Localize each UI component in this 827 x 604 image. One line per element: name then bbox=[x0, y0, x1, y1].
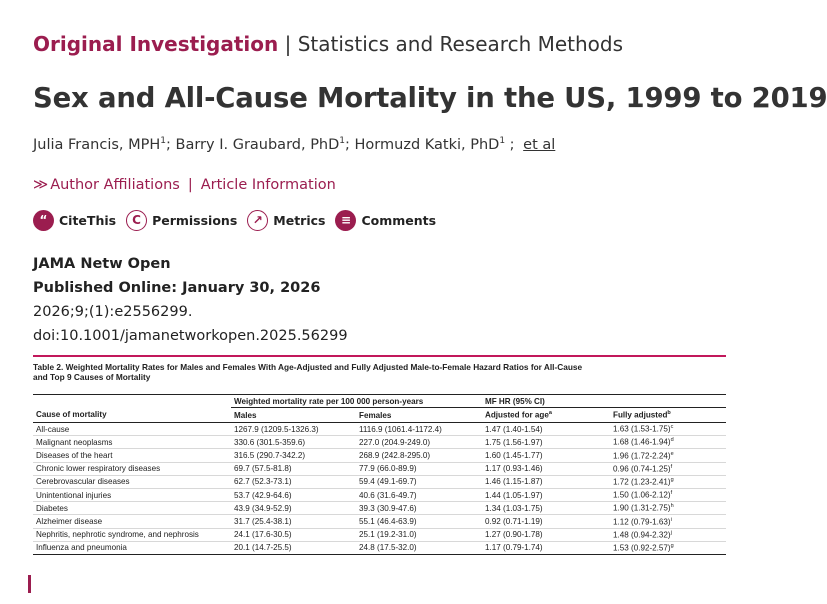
age-adjusted-hr-cell bbox=[482, 541, 610, 554]
author-name[interactable]: Hormuzd Katki, PhD bbox=[354, 136, 500, 153]
age-adjusted-hr-cell bbox=[482, 423, 610, 436]
age-adjusted-hr-cell bbox=[482, 475, 610, 488]
table-row bbox=[33, 423, 726, 436]
fully-adjusted-hr-cell-text: 1.96 (1.72-2.24) bbox=[613, 451, 671, 461]
fully-adjusted-hr-cell bbox=[610, 541, 726, 554]
author-separator: ; bbox=[166, 136, 171, 153]
males-rate-cell-text: 1267.9 (1209.5-1326.3) bbox=[234, 424, 319, 434]
fully-adjusted-hr-cell bbox=[610, 449, 726, 462]
cause-cell-text: Cerebrovascular diseases bbox=[36, 477, 130, 487]
author-list bbox=[33, 136, 555, 153]
females-rate-cell-text: 227.0 (204.9-249.0) bbox=[359, 437, 431, 447]
cause-cell bbox=[33, 449, 231, 462]
fully-adjusted-label: Fully adjusted bbox=[613, 410, 668, 420]
fully-adjusted-hr-cell-text: 1.48 (0.94-2.32) bbox=[613, 530, 671, 540]
article-information-link[interactable]: Article Information bbox=[200, 177, 336, 193]
males-rate-cell bbox=[231, 528, 356, 541]
footnote-marker: h bbox=[670, 503, 674, 510]
cause-cell bbox=[33, 436, 231, 449]
age-adjusted-hr-cell-text: 1.34 (1.03-1.75) bbox=[485, 503, 543, 513]
rate-group-header: Weighted mortality rate per 100 000 person-years bbox=[231, 395, 482, 408]
cause-cell-text: Malignant neoplasms bbox=[36, 437, 113, 447]
females-rate-cell bbox=[356, 462, 482, 475]
males-rate-cell-text: 20.1 (14.7-25.5) bbox=[234, 543, 292, 553]
author-affiliation-sup: 1 bbox=[339, 136, 346, 146]
footnote-marker: d bbox=[670, 437, 674, 444]
table-row bbox=[33, 436, 726, 449]
table-row bbox=[33, 475, 726, 488]
mortality-table bbox=[33, 394, 726, 555]
cause-cell bbox=[33, 423, 231, 436]
quote-icon: “ bbox=[33, 210, 54, 231]
males-rate-cell bbox=[231, 423, 356, 436]
age-adjusted-hr-cell-text: 1.17 (0.79-1.74) bbox=[485, 543, 543, 553]
footnote-marker: f bbox=[670, 463, 673, 470]
fully-adjusted-hr-cell bbox=[610, 475, 726, 488]
article-title: Sex and All-Cause Mortality in the US, 1999 to 2019 bbox=[33, 82, 827, 114]
males-rate-cell bbox=[231, 488, 356, 501]
females-rate-cell bbox=[356, 423, 482, 436]
females-rate-cell bbox=[356, 488, 482, 501]
age-adjusted-hr-cell-text: 0.92 (0.71-1.19) bbox=[485, 516, 543, 526]
cause-cell bbox=[33, 488, 231, 501]
age-adjusted-hr-cell bbox=[482, 436, 610, 449]
fully-adjusted-hr-cell bbox=[610, 423, 726, 436]
section-separator: | bbox=[284, 32, 292, 56]
author-separator: ; bbox=[345, 136, 350, 153]
males-rate-cell-text: 69.7 (57.5-81.8) bbox=[234, 464, 292, 474]
doi-line[interactable]: doi:10.1001/jamanetworkopen.2025.56299 bbox=[33, 328, 348, 344]
column-header-females: Females bbox=[356, 408, 482, 423]
column-header-fully-adjusted bbox=[610, 408, 726, 423]
females-rate-cell bbox=[356, 515, 482, 528]
author-affiliation-sup: 1 bbox=[160, 136, 167, 146]
females-rate-cell-text: 268.9 (242.8-295.0) bbox=[359, 450, 431, 460]
footnote-marker: e bbox=[670, 450, 674, 457]
females-rate-cell bbox=[356, 449, 482, 462]
fully-adjusted-hr-cell-text: 1.53 (0.92-2.57) bbox=[613, 543, 671, 553]
males-rate-cell-text: 43.9 (34.9-52.9) bbox=[234, 503, 292, 513]
footnote-marker: a bbox=[548, 410, 552, 417]
fully-adjusted-hr-cell bbox=[610, 488, 726, 501]
males-rate-cell-text: 316.5 (290.7-342.2) bbox=[234, 450, 306, 460]
females-rate-cell-text: 1116.9 (1061.4-1172.4) bbox=[359, 424, 442, 434]
age-adjusted-hr-cell bbox=[482, 502, 610, 515]
females-rate-cell-text: 25.1 (19.2-31.0) bbox=[359, 530, 417, 540]
table-caption: Table 2. Weighted Mortality Rates for Males and Females With Age-Adjusted and Fully Adjusted Male-to-Female Hazard Ratios for All-Cause and Top 9 Causes of Mortality bbox=[33, 362, 583, 382]
cite-this-label: CiteThis bbox=[59, 212, 117, 228]
footnote-marker: b bbox=[667, 410, 671, 417]
age-adjusted-hr-cell bbox=[482, 515, 610, 528]
age-adjusted-hr-cell-text: 1.46 (1.15-1.87) bbox=[485, 477, 543, 487]
article-section-link[interactable]: Statistics and Research Methods bbox=[297, 32, 624, 56]
males-rate-cell-text: 31.7 (25.4-38.1) bbox=[234, 516, 292, 526]
age-adjusted-hr-cell-text: 1.60 (1.45-1.77) bbox=[485, 450, 543, 460]
article-links bbox=[33, 177, 336, 193]
footnote-marker: j bbox=[670, 529, 672, 536]
column-header-age-adjusted bbox=[482, 408, 610, 423]
age-adjusted-hr-cell-text: 1.47 (1.40-1.54) bbox=[485, 424, 543, 434]
footnote-marker: i bbox=[670, 516, 672, 523]
journal-name: JAMA Netw Open bbox=[33, 256, 171, 272]
age-adjusted-hr-cell-text: 1.44 (1.05-1.97) bbox=[485, 490, 543, 500]
fully-adjusted-hr-cell-text: 1.90 (1.31-2.75) bbox=[613, 504, 671, 514]
females-rate-cell-text: 55.1 (46.4-63.9) bbox=[359, 516, 417, 526]
column-header-cause: Cause of mortality bbox=[33, 408, 231, 423]
link-divider: | bbox=[187, 177, 193, 193]
fully-adjusted-hr-cell-text: 1.63 (1.53-1.75) bbox=[613, 424, 671, 434]
females-rate-cell bbox=[356, 541, 482, 554]
males-rate-cell bbox=[231, 475, 356, 488]
copyright-icon: C bbox=[126, 210, 147, 231]
citation-line: 2026;9;(1):e2556299. bbox=[33, 304, 193, 320]
table-row bbox=[33, 541, 726, 554]
cause-cell-text: Influenza and pneumonia bbox=[36, 543, 127, 553]
males-rate-cell bbox=[231, 541, 356, 554]
author-affiliations-link[interactable]: Author Affiliations bbox=[50, 177, 180, 193]
fully-adjusted-hr-cell-text: 0.96 (0.74-1.25) bbox=[613, 464, 671, 474]
cause-cell-text: Alzheimer disease bbox=[36, 516, 103, 526]
females-rate-cell bbox=[356, 475, 482, 488]
cite-this-button[interactable] bbox=[33, 210, 116, 231]
comments-button[interactable] bbox=[335, 210, 436, 231]
chevron-right-icon: ≫ bbox=[33, 177, 49, 193]
column-header-males: Males bbox=[231, 408, 356, 423]
males-rate-cell-text: 53.7 (42.9-64.6) bbox=[234, 490, 292, 500]
age-adjusted-hr-cell bbox=[482, 449, 610, 462]
comment-icon: ≡ bbox=[335, 210, 356, 231]
females-rate-cell bbox=[356, 436, 482, 449]
age-adjusted-hr-cell bbox=[482, 462, 610, 475]
age-adjusted-hr-cell-text: 1.17 (0.93-1.46) bbox=[485, 464, 543, 474]
table-row bbox=[33, 528, 726, 541]
fully-adjusted-hr-cell-text: 1.12 (0.79-1.63) bbox=[613, 517, 671, 527]
age-adjusted-label: Adjusted for age bbox=[485, 410, 549, 420]
comments-label: Comments bbox=[361, 212, 437, 228]
cause-cell-text: Diseases of the heart bbox=[36, 450, 113, 460]
fully-adjusted-hr-cell-text: 1.50 (1.06-2.12) bbox=[613, 490, 671, 500]
females-rate-cell-text: 40.6 (31.6-49.7) bbox=[359, 490, 417, 500]
table-row bbox=[33, 488, 726, 501]
author-name[interactable]: Julia Francis, MPH bbox=[33, 136, 161, 153]
fully-adjusted-hr-cell bbox=[610, 502, 726, 515]
cause-cell-text: Nephritis, nephrotic syndrome, and nephrosis bbox=[36, 530, 199, 540]
females-rate-cell-text: 24.8 (17.5-32.0) bbox=[359, 543, 417, 553]
permissions-label: Permissions bbox=[152, 212, 238, 228]
males-rate-cell bbox=[231, 436, 356, 449]
age-adjusted-hr-cell bbox=[482, 488, 610, 501]
age-adjusted-hr-cell bbox=[482, 528, 610, 541]
cause-cell bbox=[33, 502, 231, 515]
table-row bbox=[33, 502, 726, 515]
metrics-label: Metrics bbox=[273, 212, 326, 228]
hr-group-header: MF HR (95% CI) bbox=[482, 395, 726, 408]
publication-date: Published Online: January 30, 2026 bbox=[33, 280, 321, 296]
females-rate-cell bbox=[356, 528, 482, 541]
males-rate-cell-text: 24.1 (17.6-30.5) bbox=[234, 530, 292, 540]
cause-cell bbox=[33, 541, 231, 554]
females-rate-cell bbox=[356, 502, 482, 515]
fully-adjusted-hr-cell-text: 1.72 (1.23-2.41) bbox=[613, 477, 671, 487]
cause-cell bbox=[33, 528, 231, 541]
age-adjusted-hr-cell-text: 1.75 (1.56-1.97) bbox=[485, 437, 543, 447]
author-name[interactable]: Barry I. Graubard, PhD bbox=[175, 136, 340, 153]
fully-adjusted-hr-cell bbox=[610, 462, 726, 475]
et-al-link[interactable]: et al bbox=[523, 136, 556, 153]
table-row bbox=[33, 462, 726, 475]
males-rate-cell-text: 330.6 (301.5-359.6) bbox=[234, 437, 306, 447]
footnote-marker: c bbox=[670, 424, 674, 431]
footnote-marker: g bbox=[670, 542, 674, 549]
table-row bbox=[33, 515, 726, 528]
article-actions bbox=[33, 207, 446, 233]
males-rate-cell bbox=[231, 462, 356, 475]
females-rate-cell-text: 77.9 (66.0-89.9) bbox=[359, 464, 417, 474]
females-rate-cell-text: 39.3 (30.9-47.6) bbox=[359, 503, 417, 513]
cause-cell-text: Diabetes bbox=[36, 503, 68, 513]
cause-cell-text: All-cause bbox=[36, 424, 70, 434]
fully-adjusted-hr-cell bbox=[610, 528, 726, 541]
cause-cell-text: Chronic lower respiratory diseases bbox=[36, 464, 161, 474]
males-rate-cell-text: 62.7 (52.3-73.1) bbox=[234, 477, 292, 487]
permissions-button[interactable] bbox=[126, 210, 237, 231]
males-rate-cell bbox=[231, 502, 356, 515]
cause-cell bbox=[33, 462, 231, 475]
table-row bbox=[33, 449, 726, 462]
table-corner-cell bbox=[33, 395, 231, 408]
author-affiliation-sup: 1 bbox=[499, 136, 506, 146]
table-top-rule bbox=[33, 355, 726, 357]
footnote-marker: f bbox=[670, 490, 673, 497]
males-rate-cell bbox=[231, 449, 356, 462]
age-adjusted-hr-cell-text: 1.27 (0.90-1.78) bbox=[485, 530, 543, 540]
cause-cell-text: Unintentional injuries bbox=[36, 490, 112, 500]
left-margin-marker bbox=[28, 575, 31, 593]
cause-cell bbox=[33, 515, 231, 528]
females-rate-cell-text: 59.4 (49.1-69.7) bbox=[359, 477, 417, 487]
trend-icon: ↗ bbox=[247, 210, 268, 231]
article-category-link[interactable]: Original Investigation bbox=[33, 32, 279, 56]
metrics-button[interactable] bbox=[247, 210, 325, 231]
footnote-marker: g bbox=[670, 477, 674, 483]
fully-adjusted-hr-cell-text: 1.68 (1.46-1.94) bbox=[613, 438, 671, 448]
males-rate-cell bbox=[231, 515, 356, 528]
author-separator: ; bbox=[509, 136, 515, 153]
fully-adjusted-hr-cell bbox=[610, 436, 726, 449]
cause-cell bbox=[33, 475, 231, 488]
fully-adjusted-hr-cell bbox=[610, 515, 726, 528]
article-section-line bbox=[33, 32, 623, 56]
